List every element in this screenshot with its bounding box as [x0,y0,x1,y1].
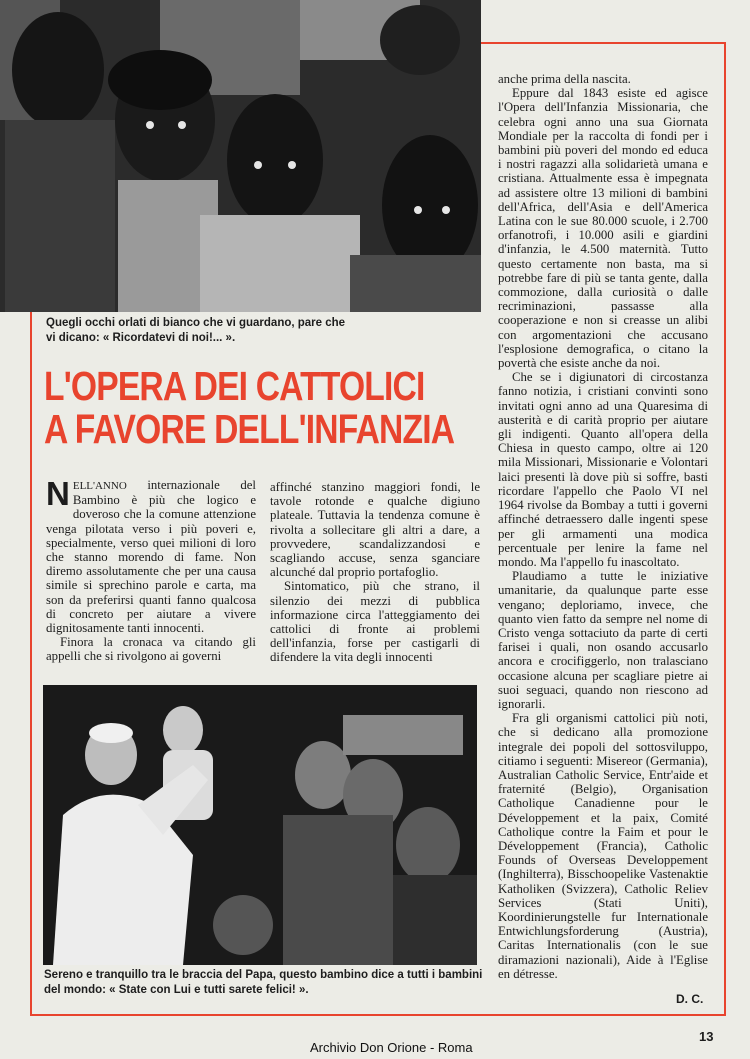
column3-paragraph-4: Fra gli organismi cattolici più noti, che si dedicano alla promozione integrale dei popoli del sottosviluppo, citiamo i seguenti: Misereor (Germania), Australian Catholic Service, Entr'aide et fraternité (Belgio), Organisation Catholique Canadienne pour le Développement et la paix, Comité Catholique contre la Faim et pour le Développement (Francia), Catholic Founds of Overseas Developpement (Inghilterra), Bisschoopelike Vastenaktie Katholiken (Svizzera), Catholic Reliev Services (Stati Uniti), Koordinierungstelle fur Internationale Entwichlungsforderung (Austria), Caritas Internationalis (con le sue diramazioni nazionali), Aide à l'Eglise en détresse. [498,711,708,981]
article-column-3 [498,72,708,981]
column1-paragraph-1-text: internazionale del Bambino è più che logico e doveroso che la comune attenzione venga pilotata verso i più poveri e, specialmente, verso quei milioni di loro che stanno morendo di fame. Non diremo assolutamente che per una causa simile si sprechino parole e carta, ma son da preferirsi quanti fanno qualcosa di concreto per aiutare a vivere dignitosamente tanti innocenti. [46,478,256,636]
top-photo-caption: Quegli occhi orlati di bianco che vi guardano, pare che vi dicano: « Ricordatevi di noi!... ». [46,317,346,344]
pope-photo-illustration [43,685,477,965]
pope-photo [43,685,477,965]
page-number: 13 [699,1029,714,1044]
lead-word: ELL'ANNO [72,480,127,492]
column3-paragraph-0: anche prima della nascita. [498,72,631,86]
column1-paragraph-1 [46,475,256,636]
column3-paragraph-3: Plaudiamo a tutte le iniziative umanitarie, da qualunque parte esse vengano; deploriamo, invece, che quanto vien fatto da sempre nel nome di Cristo venga sottaciuto da parte di certi farisei i quali, non osando accusarlo ancora e crocifiggerlo, non tralasciano occasione alcuna per scagliare pietre ai suoi seguaci, quando non riescono ad ignorarli. [498,569,708,711]
author-signature: D. C. [676,992,704,1006]
headline-line-1: L'OPERA DEI CATTOLICI [44,363,425,409]
column1-paragraph-2: Finora la cronaca va citando gli appelli che si rivolgono ai governi [46,635,256,664]
article-headline [44,363,455,452]
column2-paragraph-2: Sintomatico, più che strano, il silenzio dei mezzi di pubblica informazione circa l'atteggiamento dei cattolici di fronte ai problemi dell'infanzia, forse per castigarli di difendere la vita degli innocenti [270,579,480,665]
drop-cap: N [46,475,70,512]
article-column-2 [270,480,480,665]
column3-paragraph-2: Che se i digiunatori di circostanza fanno notizia, i cristiani convinti sono invitati ogni anno ad una Quaresima di austerità e di carità proprio per aiutare gli indigenti. Quanto all'opera della Chiesa in questo campo, oltre ai 120 mila Missionari, Missionarie e Volontari laici presenti là dove più si soffre, basti ricordare l'appello che Paolo VI nel 1964 rivolse da Bombay a tutti i governi affinché detraessero dalle ingenti spese per gli armamenti una modica percentuale per lenire la fame nel mondo. Ma l'appello fu inascoltato. [498,370,708,569]
column2-paragraph-1: affinché stanzino maggiori fondi, le tavole rotonde e qualche digiuno plateale. Tuttavia la tendenza comune è rivolta a sollecitare gli altri a dare, a provvedere, scandalizzandosi e scagliando accuse, senza sganciare alcunché dal proprio portafoglio. [270,480,480,580]
column3-paragraph-1: Eppure dal 1843 esiste ed agisce l'Opera dell'Infanzia Missionaria, che celebra ogni anno una sua Giornata Mondiale per la raccolta di fondi per i bambini più poveri del mondo ed educa i nostri ragazzi alla solidarietà umana e cristiana. Attualmente essa è impegnata ad assistere oltre 13 milioni di bambini dell'Africa, dell'Asia e dell'America Latina con le sue 80.000 scuole, i 2.700 orfanotrofi, i 10.000 asili e giardini d'infanzia, le 4.500 maternità. Tutto questo certamente non basta, ma si potrebbe fare di più se tanta gente, dalla commozione, dalla curiosità o dalle recriminazioni, passasse alla cooperazione e non si creasse un alibi con argomentazioni che accusano l'esplosione demografica, o citano la povertà che esiste anche da noi. [498,86,708,371]
article-column-1 [46,475,256,664]
children-photo-illustration [0,0,481,312]
headline-line-2: A FAVORE DELL'INFANZIA [44,406,455,452]
archive-label: Archivio Don Orione - Roma [310,1040,473,1055]
bottom-photo-caption: Sereno e tranquillo tra le braccia del Papa, questo bambino dice a tutti i bambini del mondo: « State con Lui e tutti sarete felici! ». [44,969,483,996]
children-photo [0,0,481,312]
